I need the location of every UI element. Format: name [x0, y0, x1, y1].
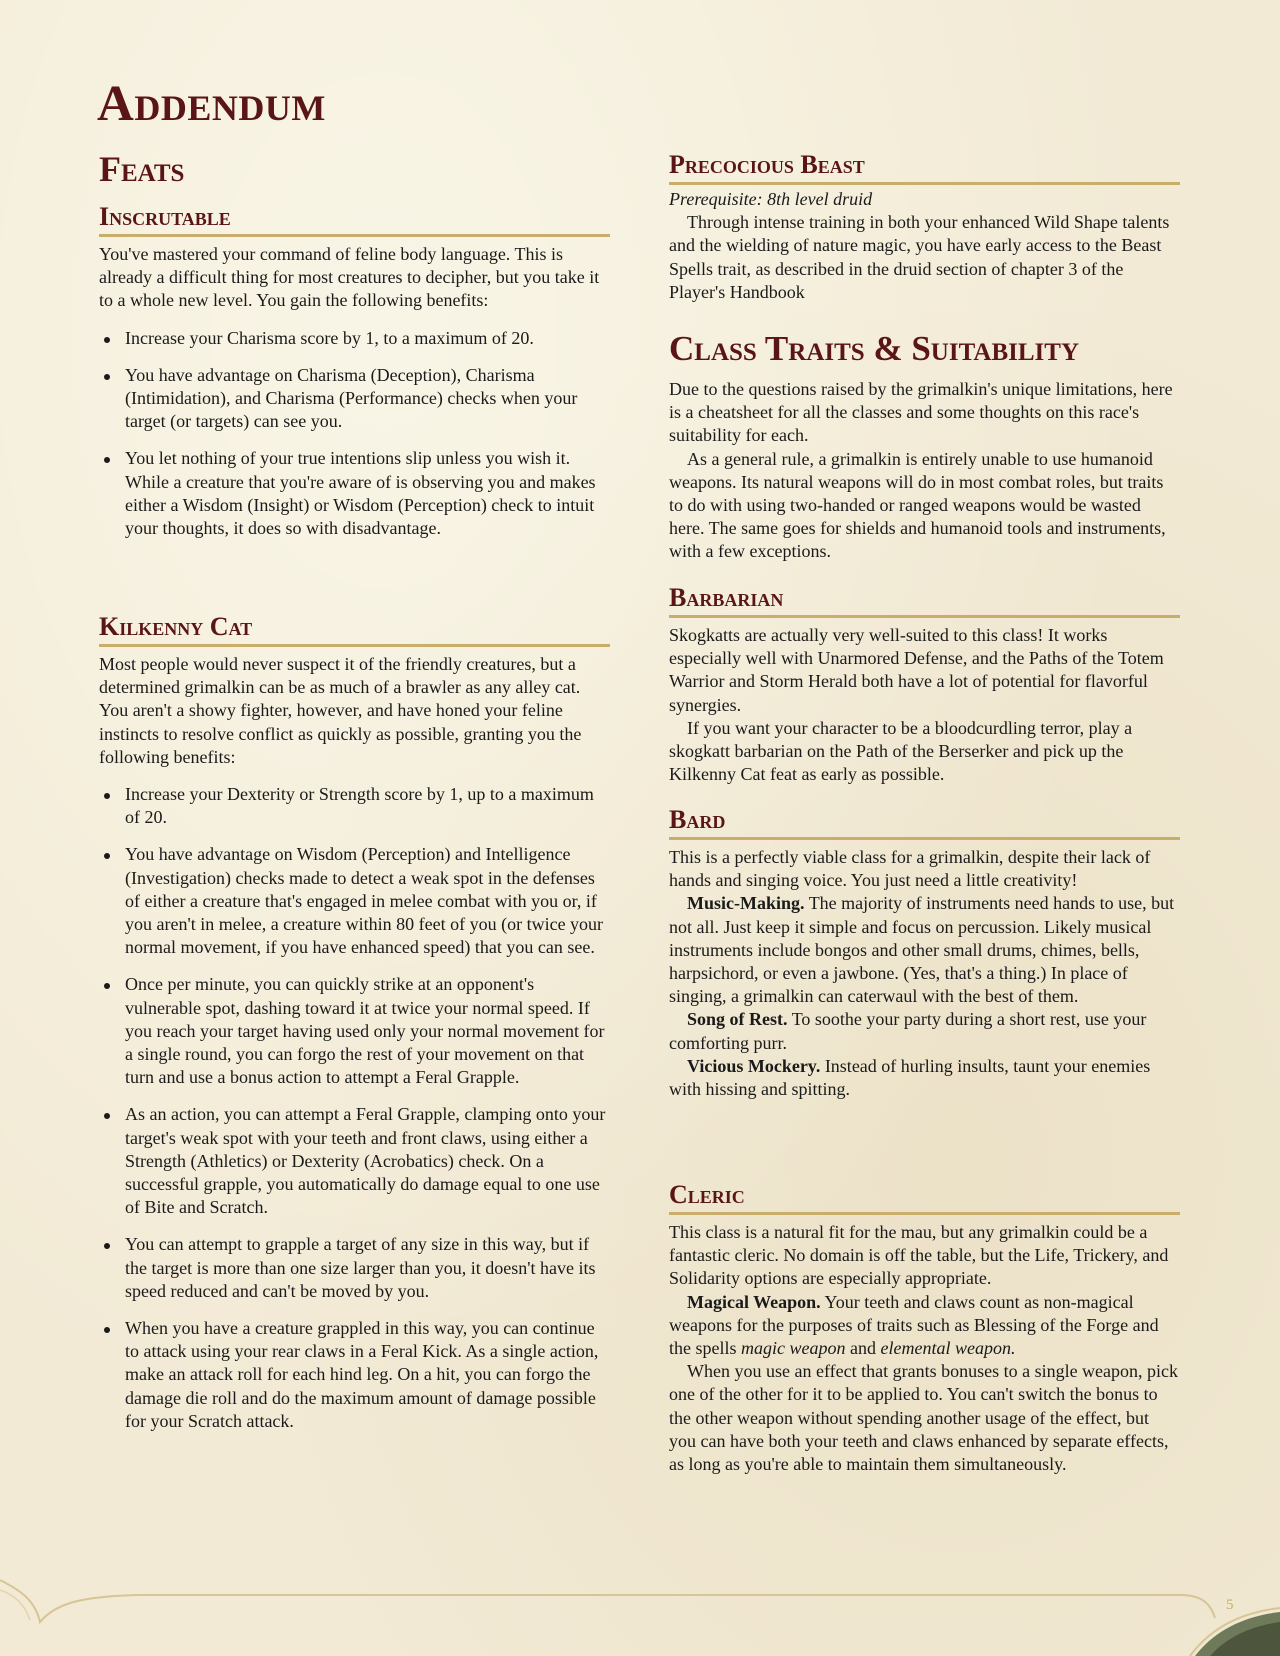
bard-vicious-mockery	[669, 1055, 1180, 1101]
cleric-heading: Cleric	[669, 1180, 1180, 1215]
barbarian-paragraph: Skogkatts are actually very well-suited to this class! It works especially well with Unarmored Defense, and the Paths of the Totem Warrior and Storm Herald both have a lot of potential for flavorful synergies.	[669, 625, 1164, 715]
precocious-text: Through intense training in both your enhanced Wild Shape talents and the wielding of nature magic, you have early access to the Beast Spells trait, as described in the druid section of chapter 3 of the Player's Handbook	[669, 212, 1170, 302]
kilkenny-heading: Kilkenny Cat	[99, 612, 610, 647]
bold-label: Music-Making.	[687, 893, 805, 914]
bard-section	[669, 805, 1180, 1101]
spell-name: magic weapon	[741, 1338, 846, 1359]
spell-name: elemental weapon.	[880, 1338, 1016, 1359]
bard-song-of-rest	[669, 1008, 1180, 1054]
bold-label: Vicious Mockery.	[687, 1055, 821, 1076]
list-item: You let nothing of your true intentions slip unless you wish it. While a creature that you're aware of is observing you and makes either a Wisdom (Insight) or Wisdom (Perception) check to intuit your thoughts, it does so with disadvantage.	[99, 447, 610, 540]
page-title: Addendum	[97, 76, 326, 132]
bard-mockery-text: Instead of hurling insults, taunt your enemies with hissing and spitting.	[669, 1055, 1151, 1100]
list-item: You can attempt to grapple a target of any size in this way, but if the target is more than one size larger than you, it doesn't have its speed reduced and can't be moved by you.	[99, 1233, 610, 1303]
cleric-magical-weapon	[669, 1291, 1180, 1361]
kilkenny-benefits	[99, 783, 610, 1433]
bold-label: Song of Rest.	[687, 1009, 788, 1030]
list-item: Increase your Charisma score by 1, to a maximum of 20.	[99, 327, 610, 350]
barbarian-section	[669, 583, 1180, 786]
cleric-section	[669, 1180, 1180, 1476]
inscrutable-intro: You've mastered your command of feline body language. This is already a difficult thing for most creatures to decipher, but you take it to a whole new level. You gain the following benefits:	[99, 244, 600, 311]
precocious-heading: Precocious Beast	[669, 150, 1180, 185]
list-item: You have advantage on Wisdom (Perception) and Intelligence (Investigation) checks made to detect a weak spot in the defenses of either a creature that's engaged in melee combat with you or, if you aren't in melee, a creature within 80 feet of you (or twice your normal movement, if you have enhanced speed) that you can see.	[99, 843, 610, 959]
cleric-magical-text: Your teeth and claws count as non-magical weapons for the purposes of traits such as Blessing of the Forge and the spells	[669, 1291, 1159, 1359]
cleric-paragraph: When you use an effect that grants bonuses to a single weapon, pick one of the other for it to be applied to. You can't switch the bonus to the other weapon without spending another usage of the effect, but you can have both your teeth and claws enhanced by separate effects, as long as you're able to maintain them simultaneously.	[669, 1361, 1179, 1475]
barbarian-paragraph: If you want your character to be a bloodcurdling terror, play a skogkatt barbarian on the Path of the Berserker and pick up the Kilkenny Cat feat as early as possible.	[669, 717, 1133, 785]
bard-heading: Bard	[669, 805, 1180, 840]
bard-music-making	[669, 892, 1180, 1008]
kilkenny-section	[99, 612, 610, 1433]
class-traits-heading: Class Traits & Suitability	[669, 329, 1080, 368]
precocious-prereq: Prerequisite: 8th level druid	[669, 189, 873, 209]
inscrutable-section	[99, 202, 610, 540]
bard-music-text: The majority of instruments need hands to use, but not all. Just keep it simple and focus on percussion. Likely musical instruments include bongos and other small drums, chimes, bells, harpsichord, or even a jawbone. (Yes, that's a thing.) In place of singing, a grimalkin can caterwaul with the best of them.	[669, 893, 1175, 1007]
list-item: Increase your Dexterity or Strength score by 1, up to a maximum of 20.	[99, 783, 610, 829]
bard-paragraph: This is a perfectly viable class for a grimalkin, despite their lack of hands and singing voice. You just need a little creativity!	[669, 847, 1151, 891]
barbarian-heading: Barbarian	[669, 583, 1180, 618]
kilkenny-intro: Most people would never suspect it of the friendly creatures, but a determined grimalkin can be as much of a brawler as any alley cat. You aren't a showy fighter, however, and have honed your feline instincts to resolve conflict as quickly as possible, granting you the following benefits:	[99, 654, 582, 767]
page-number: 5	[1226, 1597, 1234, 1613]
bard-song-text: To soothe your party during a short rest, use your comforting purr.	[669, 1009, 1147, 1053]
list-item: As an action, you can attempt a Feral Grapple, clamping onto your target's weak spot with your teeth and front claws, using either a Strength (Athletics) or Dexterity (Acrobatics) check. On a successful grapple, you automatically do damage equal to one use of Bite and Scratch.	[99, 1103, 610, 1219]
list-item: You have advantage on Charisma (Deception), Charisma (Intimidation), and Charisma (Performance) checks when your target (or targets) can see you.	[99, 364, 610, 434]
inscrutable-benefits	[99, 327, 610, 541]
class-intro-paragraph: Due to the questions raised by the grimalkin's unique limitations, here is a cheatsheet for all the classes and some thoughts on this race's suitability for each.	[669, 379, 1173, 446]
footer-ornament	[0, 1560, 1280, 1656]
class-intro	[669, 378, 1180, 564]
cleric-paragraph: This class is a natural fit for the mau, but any grimalkin could be a fantastic cleric. No domain is off the table, but the Life, Trickery, and Solidarity options are especially appropriate.	[669, 1222, 1169, 1289]
bold-label: Magical Weapon.	[687, 1291, 821, 1312]
cleric-magical-text: and	[845, 1338, 881, 1359]
list-item: Once per minute, you can quickly strike at an opponent's vulnerable spot, dashing toward it at twice your normal speed. If you reach your target having used only your normal movement for a single round, you can forgo the rest of your movement on that turn and use a bonus action to attempt a Feral Grapple.	[99, 973, 610, 1089]
class-intro-paragraph: As a general rule, a grimalkin is entirely unable to use humanoid weapons. Its natural weapons will do in most combat roles, but traits to do with using two-handed or ranged weapons would be wasted here. The same goes for shields and humanoid tools and instruments, with a few exceptions.	[669, 448, 1166, 562]
precocious-section	[669, 150, 1180, 304]
list-item: When you have a creature grappled in this way, you can continue to attack using your rear claws in a Feral Kick. As a single action, make an attack roll for each hind leg. On a hit, you can forgo the damage die roll and do the maximum amount of damage possible for your Scratch attack.	[99, 1317, 610, 1433]
inscrutable-heading: Inscrutable	[99, 202, 610, 237]
feats-heading: Feats	[99, 149, 185, 189]
